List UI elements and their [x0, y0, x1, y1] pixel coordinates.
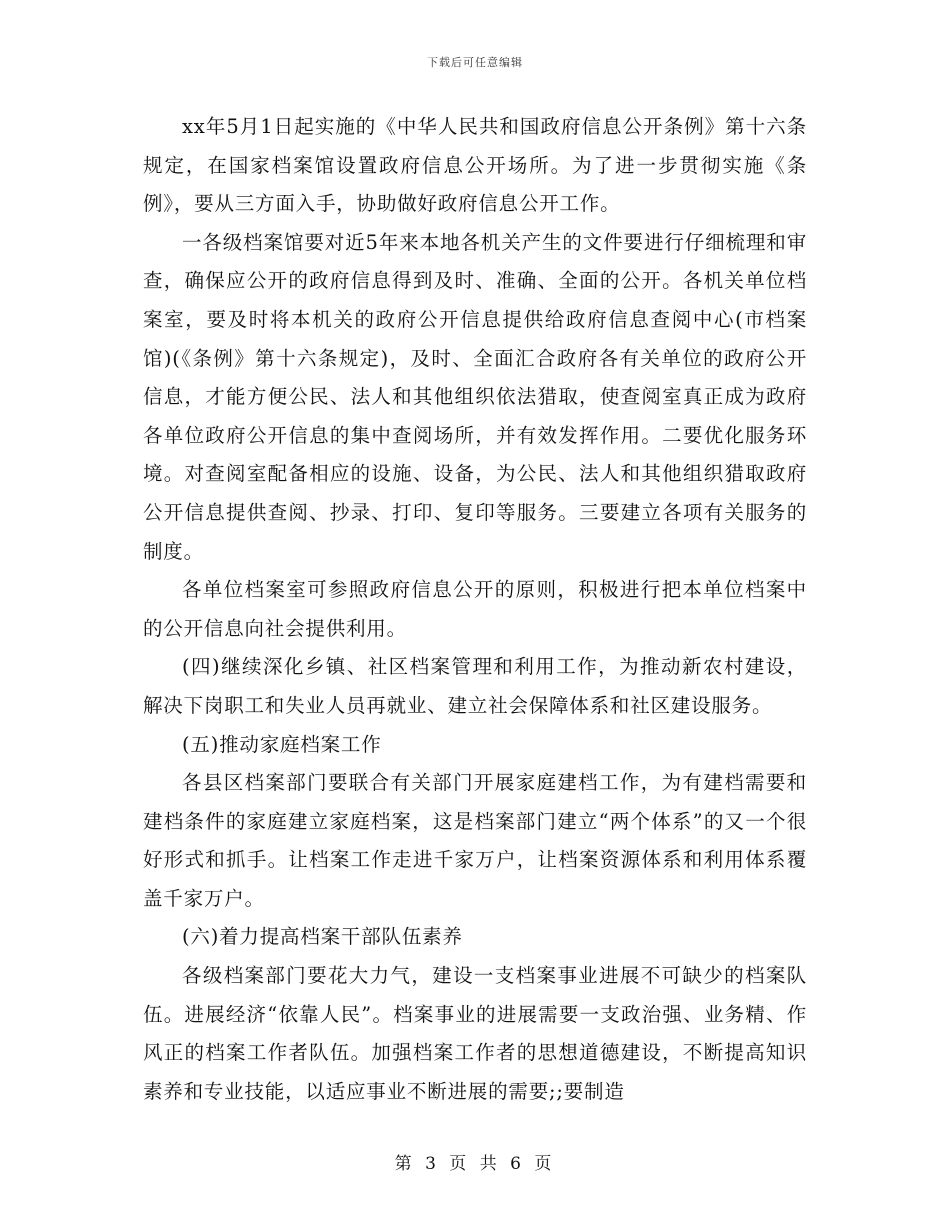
paragraph-8: 各级档案部门要花大力气，建设一支档案事业进展不可缺少的档案队伍。进展经济“依靠人民”。档案事业的进展需要一支政治强、业务精、作风正的档案工作者队伍。加强档案工作者的思想道德建设，不断提高知识素养和专业技能，以适应事业不断进展的需要;;要制造 — [143, 964, 807, 1103]
page-number-footer: 第 3 页 共 6 页 — [394, 1154, 556, 1174]
paragraph-2: 一各级档案馆要对近5年来本地各机关产生的文件要进行仔细梳理和审查，确保应公开的政府信息得到及时、准确、全面的公开。各机关单位档案室，要及时将本机关的政府公开信息提供给政府信息查阅中心(市档案馆)(《条例》第十六条规定)，及时、全面汇合政府各有关单位的政府公开信息，才能方便公民、法人和其他组织依法猎取，使查阅室真正成为政府各单位政府公开信息的集中查阅场所，并有效发挥作用。二要优化服务环境。对查阅室配备相应的设施、设备，为公民、法人和其他组织猎取政府公开信息提供查阅、抄录、打印、复印等服务。三要建立各项有关服务的制度。 — [143, 230, 807, 563]
paragraph-3: 各单位档案室可参照政府信息公开的原则，积极进行把本单位档案中的公开信息向社会提供利用。 — [143, 578, 807, 640]
section-heading-5: (五)推动家庭档案工作 — [182, 732, 382, 756]
section-heading-6: (六)着力提高档案干部队伍素养 — [182, 925, 463, 949]
document-body — [143, 108, 807, 1111]
paragraph-4: (四)继续深化乡镇、社区档案管理和利用工作，为推动新农村建设，解决下岗职工和失业人员再就业、建立社会保障体系和社区建设服务。 — [143, 655, 807, 717]
paragraph-6: 各县区档案部门要联合有关部门开展家庭建档工作，为有建档需要和建档条件的家庭建立家庭档案，这是档案部门建立“两个体系”的又一个很好形式和抓手。让档案工作走进千家万户，让档案资源体系和利用体系覆盖千家万户。 — [143, 771, 807, 910]
page-header: 下载后可任意编辑 — [427, 56, 523, 69]
paragraph-1: xx年5月1日起实施的《中华人民共和国政府信息公开条例》第十六条规定，在国家档案馆设置政府信息公开场所。为了进一步贯彻实施《条例》，要从三方面入手，协助做好政府信息公开工作。 — [143, 115, 807, 216]
